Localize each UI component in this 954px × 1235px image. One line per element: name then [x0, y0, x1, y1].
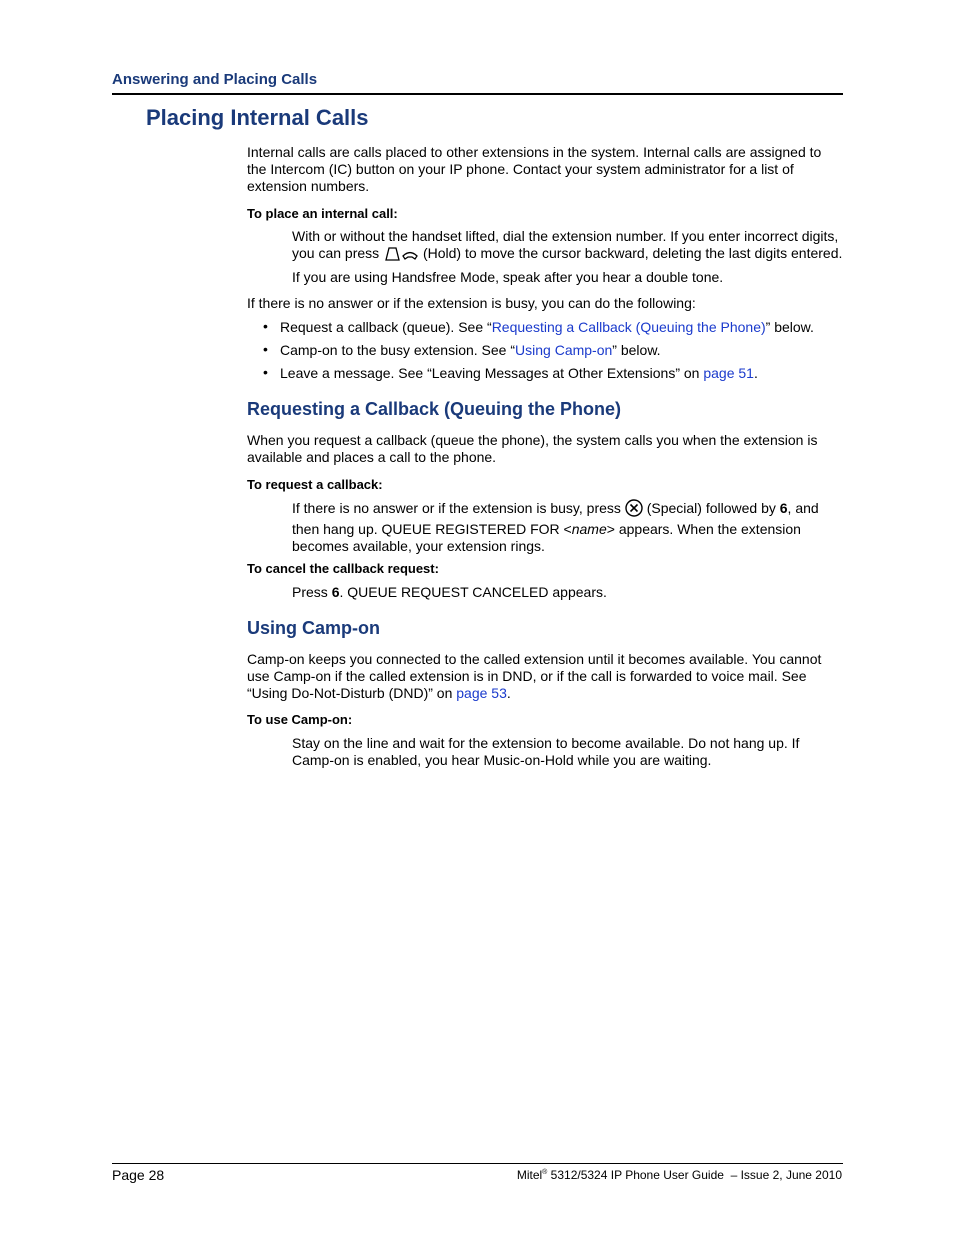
- place-call-lead: To place an internal call:: [247, 206, 398, 221]
- step-line: With or without the handset lifted, dial the extension number. If you enter incorrect digits,: [292, 228, 839, 244]
- intro-line: Internal calls are calls placed to other extensions in the system. Internal calls are assigned to: [247, 144, 822, 160]
- footer-guide-title: Mitel® 5312/5324 IP Phone User Guide – Issue 2, June 2010: [516, 1168, 842, 1182]
- cancel-callback-step: Press 6. QUEUE REQUEST CANCELED appears.: [292, 584, 607, 600]
- footer-rule: [112, 1163, 843, 1164]
- callback-heading: Requesting a Callback (Queuing the Phone): [247, 399, 622, 419]
- place-call-step: [292, 228, 847, 266]
- callback-intro: When you request a callback (queue the phone), the system calls you when the extension is available and places a call to the phone.: [247, 432, 818, 465]
- intro-line: the Intercom (IC) button on your IP phone. Contact your system administrator for a list of: [247, 161, 794, 177]
- camp-on-intro: Camp-on keeps you connected to the called extension until it becomes available. You cannot use Camp-on if the called extension is in DND, or if the call is forwarded to voice mail. See “Using Do-Not-Disturb (DND)” on page 53.: [247, 651, 822, 701]
- camp-on-lead: To use Camp-on:: [247, 712, 353, 727]
- callback-link[interactable]: Requesting a Callback (Queuing the Phone): [491, 319, 766, 335]
- callback-lead: To request a callback:: [247, 477, 383, 492]
- list-item: Request a callback (queue). See “Requesting a Callback (Queuing the Phone)” below.: [280, 319, 814, 335]
- list-item: Camp-on to the busy extension. See “Using Camp-on” below.: [280, 342, 661, 358]
- camp-on-step: Stay on the line and wait for the extension to become available. Do not hang up. If Camp-on is enabled, you hear Music-on-Hold while you are waiting.: [292, 735, 800, 768]
- camp-on-link[interactable]: Using Camp-on: [515, 342, 613, 358]
- page-53-link[interactable]: page 53: [456, 685, 507, 701]
- camp-on-heading: Using Camp-on: [247, 618, 380, 638]
- step-line: you can press (Hold) to move the cursor backward, deleting the last digits entered.: [292, 245, 847, 266]
- page-number: Page 28: [112, 1167, 165, 1183]
- header-rule: [112, 93, 843, 95]
- running-header: Answering and Placing Calls: [112, 71, 318, 88]
- list-item: Leave a message. See “Leaving Messages at Other Extensions” on page 51.: [280, 365, 758, 381]
- bullet-dot: •: [263, 318, 268, 334]
- special-icon: [625, 499, 643, 521]
- callback-step: If there is no answer or if the extension is busy, press (Special) followed by 6, and then hang up. QUEUE REGISTERED FOR <name> appears. When the extension becomes available, your extension rings.: [292, 500, 819, 554]
- bullet-dot: •: [263, 341, 268, 357]
- page-51-link[interactable]: page 51: [703, 365, 754, 381]
- cancel-callback-lead: To cancel the callback request:: [247, 561, 439, 576]
- intro-line: extension numbers.: [247, 178, 370, 194]
- page-title: Placing Internal Calls: [146, 105, 369, 130]
- no-answer-intro: If there is no answer or if the extension is busy, you can do the following:: [247, 295, 696, 311]
- intro-paragraph: [247, 144, 842, 195]
- hold-icon: [383, 246, 419, 266]
- place-call-step2: If you are using Handsfree Mode, speak after you hear a double tone.: [292, 269, 724, 285]
- bullet-dot: •: [263, 364, 268, 380]
